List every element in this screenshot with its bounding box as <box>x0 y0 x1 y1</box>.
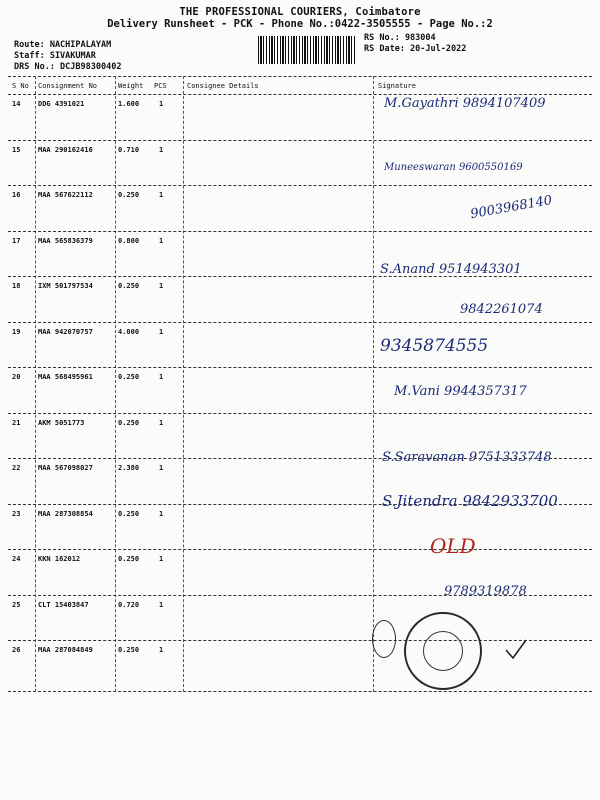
consignment-cell: CLT 15403847 <box>38 600 89 609</box>
row-divider <box>8 140 592 141</box>
consignment-cell: MAA 568495961 <box>38 373 93 381</box>
pcs-cell: 1 <box>159 327 164 336</box>
weight-cell: 0.250 <box>118 646 140 654</box>
col-header-sno: S No <box>12 82 29 90</box>
sno-cell: 21 <box>12 418 21 427</box>
col-divider <box>373 76 374 692</box>
signature-24: OLD <box>430 534 476 558</box>
col-divider <box>183 76 184 692</box>
weight-cell: 2.380 <box>118 464 140 472</box>
pcs-cell: 1 <box>159 646 164 654</box>
row-divider <box>8 367 592 368</box>
consignment-cell: MAA 287308854 <box>38 509 93 518</box>
staff-label: Staff: SIVAKUMAR <box>14 51 96 61</box>
signature-23: S.Jitendra 9842933700 <box>382 492 558 510</box>
pcs-cell: 1 <box>159 373 164 381</box>
signature-18: 9842261074 <box>460 302 543 317</box>
consignment-cell: MAA 290162416 <box>38 145 93 154</box>
weight-cell: 4.000 <box>118 327 140 336</box>
row-divider <box>8 322 592 323</box>
col-header-consignment: Consignment No <box>38 82 98 90</box>
pcs-cell: 1 <box>159 509 164 518</box>
weight-cell: 0.720 <box>118 600 140 609</box>
sno-cell: 14 <box>12 100 21 108</box>
weight-cell: 0.800 <box>118 236 140 245</box>
consignment-cell: KKN 162012 <box>38 555 81 563</box>
company-stamp <box>404 612 482 690</box>
sno-cell: 26 <box>12 646 21 654</box>
pcs-cell: 1 <box>159 100 164 108</box>
pcs-cell: 1 <box>159 600 164 609</box>
weight-cell: 0.250 <box>118 191 140 199</box>
consignment-cell: MAA 287084849 <box>38 646 93 654</box>
signature-20: M.Vani 9944357317 <box>394 384 527 399</box>
consignment-cell: DDG 4391021 <box>38 100 85 108</box>
consignment-cell: MAA 942070757 <box>38 327 93 336</box>
rs-date: RS Date: 20-Jul-2022 <box>364 44 467 54</box>
consignment-cell: MAA 565836379 <box>38 236 93 245</box>
col-divider <box>115 76 116 692</box>
barcode <box>258 36 356 64</box>
signature-17: S.Anand 9514943301 <box>380 262 522 277</box>
signature-19: 9345874555 <box>380 336 489 356</box>
sno-cell: 24 <box>12 555 21 563</box>
pcs-cell: 1 <box>159 464 164 472</box>
signature-25: 9789319878 <box>444 584 527 599</box>
runsheet-subtitle: Delivery Runsheet - PCK - Phone No.:0422-3505555 - Page No.:2 <box>107 18 493 30</box>
consignment-cell: MAA 567098027 <box>38 464 93 472</box>
pcs-cell: 1 <box>159 191 164 199</box>
header-top-rule <box>8 76 592 77</box>
row-divider <box>8 413 592 414</box>
table-bottom-rule <box>8 691 592 692</box>
signature-22: S.Saravanan 9751333748 <box>382 450 552 465</box>
sno-cell: 23 <box>12 509 21 518</box>
drs-number: DRS No.: DCJB98300402 <box>14 62 122 72</box>
consignment-cell: IXM 501797534 <box>38 282 93 290</box>
sno-cell: 19 <box>12 327 21 336</box>
sno-cell: 16 <box>12 191 21 199</box>
signature-16: 9003968140 <box>469 192 554 223</box>
weight-cell: 0.250 <box>118 555 140 563</box>
sno-cell: 22 <box>12 464 21 472</box>
weight-cell: 0.250 <box>118 282 140 290</box>
pcs-cell: 1 <box>159 555 164 563</box>
col-divider <box>35 76 36 692</box>
tick-mark-icon <box>502 636 530 664</box>
route-label: Route: NACHIPALAYAM <box>14 40 112 50</box>
header-bottom-rule <box>8 94 592 95</box>
row-divider <box>8 185 592 186</box>
sno-cell: 20 <box>12 373 21 381</box>
col-header-consignee: Consignee Details <box>187 82 259 90</box>
rs-number: RS No.: 983004 <box>364 33 436 43</box>
weight-cell: 0.710 <box>118 145 140 154</box>
sno-cell: 18 <box>12 282 21 290</box>
col-header-weight: Weight <box>118 82 144 90</box>
consignment-cell: AKM 5051773 <box>38 418 85 427</box>
pcs-cell: 1 <box>159 145 164 154</box>
weight-cell: 0.250 <box>118 418 140 427</box>
row-divider <box>8 549 592 550</box>
pcs-cell: 1 <box>159 418 164 427</box>
stamp-oval <box>372 620 396 658</box>
signature-14: M.Gayathri 9894107409 <box>384 96 546 111</box>
page-title: THE PROFESSIONAL COURIERS, Coimbatore <box>179 6 421 18</box>
weight-cell: 0.250 <box>118 373 140 381</box>
row-divider <box>8 231 592 232</box>
consignment-cell: MAA 567622112 <box>38 191 93 199</box>
weight-cell: 1.600 <box>118 100 140 108</box>
signature-15: Muneeswaran 9600550169 <box>384 162 523 173</box>
weight-cell: 0.250 <box>118 509 140 518</box>
pcs-cell: 1 <box>159 282 164 290</box>
sno-cell: 15 <box>12 145 21 154</box>
sno-cell: 17 <box>12 236 21 245</box>
col-header-signature: Signature <box>378 82 416 90</box>
pcs-cell: 1 <box>159 236 164 245</box>
col-header-pcs: PCS <box>154 82 167 90</box>
sno-cell: 25 <box>12 600 21 609</box>
